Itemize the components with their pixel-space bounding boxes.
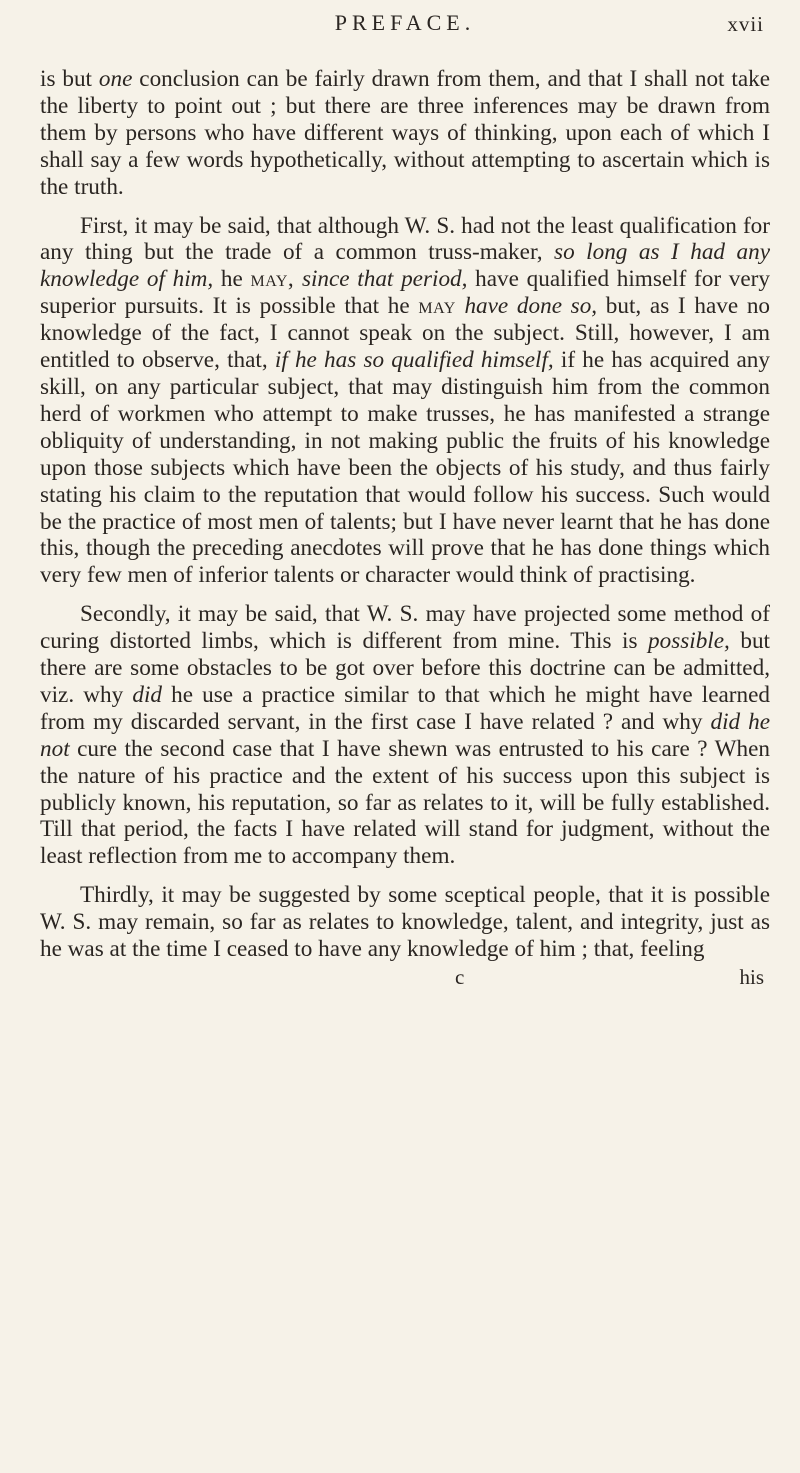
- text-run: but, as I have no knowledge of the fact, I cannot speak on the subject. Still, however, I am entitled to observe, that,: [40, 293, 771, 374]
- italic-text: if he has so qualified himself,: [274, 347, 554, 374]
- text-run: First, it may be said, that although W. S. had not the least qualification for any thing but the trade of a common truss-maker,: [40, 212, 770, 266]
- text-run: he: [213, 266, 251, 293]
- text-run: he use a practice similar to that which he might have learned from my discarded servant, in the first case I have related ? and why: [40, 681, 770, 735]
- italic-text: have done so,: [464, 293, 598, 320]
- text-run: but there are some obstacles to be got over before this doctrine can be admitted, viz. why: [40, 628, 770, 708]
- catchword: his: [739, 965, 764, 989]
- italic-text: possible,: [648, 628, 730, 655]
- text-run: conclusion can be fairly drawn from them, and that I shall not take the liberty to point out ; but there are three inferences may be drawn from them by persons who have different ways of thinking, upon each of which I shall say a few words hypothetically, without attempting to ascertain which is the truth.: [40, 66, 770, 200]
- page-footer: [40, 965, 770, 995]
- text-run: is but: [40, 66, 99, 92]
- paragraph: [40, 601, 770, 870]
- italic-text: did: [132, 681, 162, 708]
- italic-text: so long as I had any knowledge of him,: [40, 239, 770, 293]
- text-run: Thirdly, it may be suggested by some sceptical people, that it is possible W. S. may remain, so far as relates to knowledge, talent, and integrity, just as he was at the time I ceased to have any knowledge of him ; that, feeling: [40, 882, 770, 963]
- running-head: [40, 0, 770, 60]
- book-page: [40, 0, 770, 1473]
- paragraph: [40, 66, 770, 201]
- italic-text: did he not: [40, 708, 771, 762]
- italic-text: one: [98, 66, 133, 92]
- body-text: [40, 66, 770, 963]
- paragraph: [40, 213, 770, 590]
- page-number: xvii: [727, 12, 764, 36]
- running-head-title: PREFACE.: [334, 10, 476, 35]
- text-run: have qualified himself for very superior pursuits. It is possible that he: [40, 266, 770, 320]
- small-caps-text: may,: [250, 266, 295, 293]
- small-caps-text: may: [418, 293, 456, 320]
- signature-mark: c: [455, 965, 465, 989]
- text-run: [294, 266, 302, 292]
- text-run: Secondly, it may be said, that W. S. may have projected some method of curing distorted limbs, which is different from mine. This is: [40, 601, 770, 655]
- text-run: cure the second case that I have shewn was entrusted to his care ? When the nature of his practice and the extent of his success upon this subject is publicly known, his reputation, so far as relates to it, will be fully established. Till that period, the facts I have related will stand for judgment, without the least reflection from me to accompany them.: [40, 735, 770, 870]
- italic-text: since that period,: [301, 266, 468, 293]
- paragraph: [40, 882, 770, 963]
- text-run: if he has acquired any skill, on any particular subject, that may distinguish him from the common herd of workmen who attempt to make trusses, he has manifested a strange obliquity of understanding, in not making public the fruits of his knowledge upon those subjects which have been the objects of his study, and thus fairly stating his claim to the reputation that would follow his success. Such would be the practice of most men of talents; but I have never learnt that he has done this, though the preceding anecdotes will prove that he has done things which very few men of inferior talents or character would think of practising.: [40, 347, 770, 589]
